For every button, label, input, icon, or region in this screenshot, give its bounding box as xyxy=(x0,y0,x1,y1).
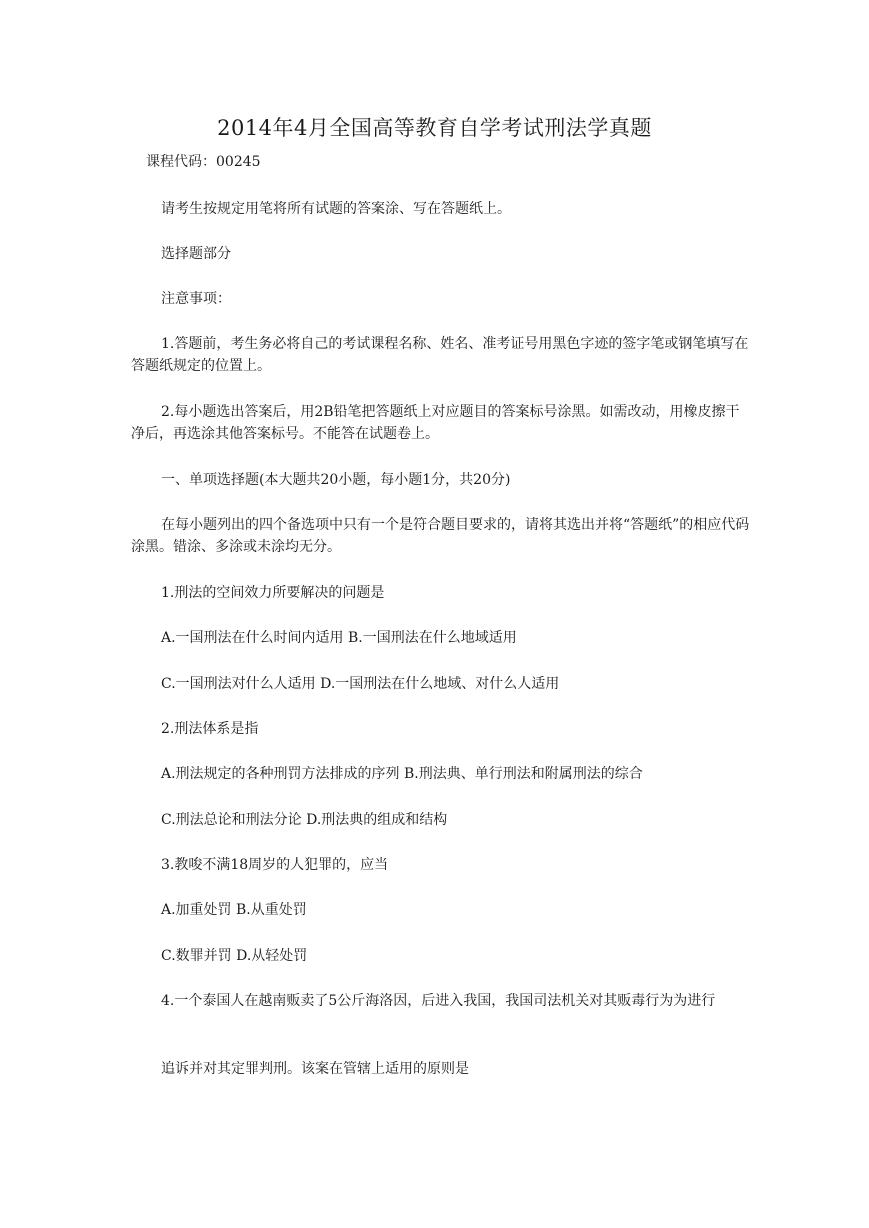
question-2-options-cd: C.刑法总论和刑法分论 D.刑法典的组成和结构 xyxy=(161,812,448,828)
course-code: 课程代码：00245 xyxy=(146,154,261,170)
note-item-2: 2.每小题选出答案后，用2B铅笔把答题纸上对应题目的答案标号涂黑。如需改动，用橡皮擦干净后，再选涂其他答案标号。不能答在试题卷上。 xyxy=(131,404,740,442)
question-3: 3.教唆不满18周岁的人犯罪的，应当 xyxy=(161,857,389,873)
question-4-continued: 追诉并对其定罪判刑。该案在管辖上适用的原则是 xyxy=(161,1061,469,1077)
question-1-options-ab: A.一国刑法在什么时间内适用 B.一国刑法在什么地域适用 xyxy=(161,630,517,646)
question-2: 2.刑法体系是指 xyxy=(161,721,259,737)
document-title: 2014年4月全国高等教育自学考试刑法学真题 xyxy=(217,116,652,140)
instruction-paragraph: 请考生按规定用笔将所有试题的答案涂、写在答题纸上。 xyxy=(161,201,511,217)
notes-heading: 注意事项： xyxy=(161,291,231,307)
question-2-options-ab: A.刑法规定的各种刑罚方法排成的序列 B.刑法典、单行刑法和附属刑法的综合 xyxy=(161,766,643,782)
question-1-options-cd: C.一国刑法对什么人适用 D.一国刑法在什么地域、对什么人适用 xyxy=(161,676,560,692)
question-1: 1.刑法的空间效力所要解决的问题是 xyxy=(161,585,385,601)
part-instructions: 在每小题列出的四个备选项中只有一个是符合题目要求的，请将其选出并将“答题纸”的相应代码涂黑。错涂、多涂或未涂均无分。 xyxy=(131,517,750,555)
question-4: 4.一个泰国人在越南贩卖了5公斤海洛因，后进入我国，我国司法机关对其贩毒行为为进行 xyxy=(161,993,716,1009)
question-3-options-cd: C.数罪并罚 D.从轻处罚 xyxy=(161,948,308,964)
question-3-options-ab: A.加重处罚 B.从重处罚 xyxy=(161,902,307,918)
note-item-1: 1.答题前，考生务必将自己的考试课程名称、姓名、准考证号用黑色字迹的签字笔或钢笔填写在答题纸规定的位置上。 xyxy=(131,336,749,374)
section-heading: 选择题部分 xyxy=(161,246,231,262)
part-heading: 一、单项选择题(本大题共20小题，每小题1分，共20分) xyxy=(161,472,511,488)
